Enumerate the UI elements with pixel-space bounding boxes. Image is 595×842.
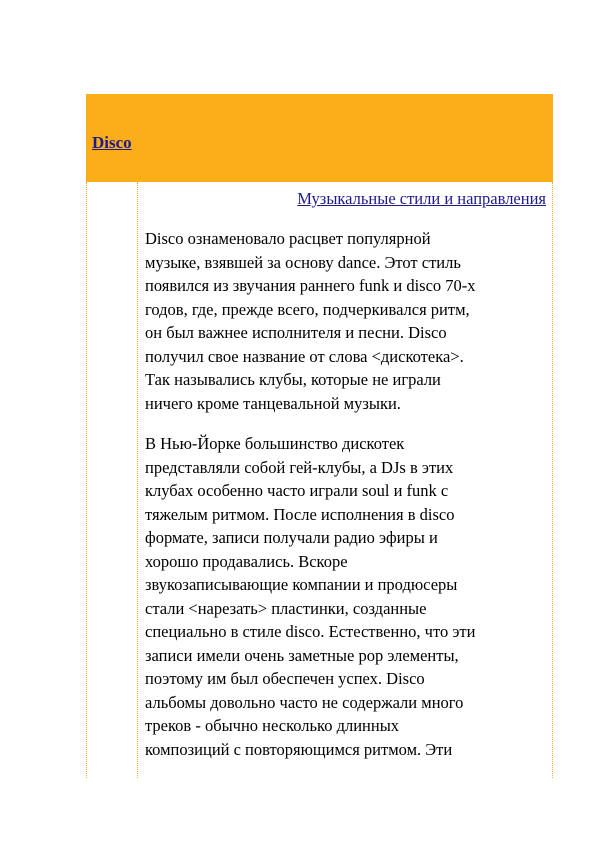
disco-nav-link[interactable]: Disco <box>92 133 132 152</box>
text-line: появился из звучания раннего funk и disco 70-х <box>145 276 476 295</box>
text-line: хорошо продавались. Вскоре <box>145 551 348 571</box>
text-line: формате, записи получали радио эфиры и <box>145 528 438 547</box>
text-line: записи имели очень заметные pop элементы, <box>145 645 459 665</box>
music-styles-link[interactable]: Музыкальные стили и направления <box>297 189 546 208</box>
text-line: специально в стиле disco. Естественно, что эти <box>145 622 476 641</box>
text-line: ничего кроме танцевальной музыки. <box>145 393 401 413</box>
text-line: получил свое название от слова <дискотека>. <box>145 346 464 366</box>
text-line: тяжелым ритмом. После исполнения в disco <box>145 504 455 524</box>
left-table-cell <box>86 182 138 778</box>
text-line: Disco ознаменовало расцвет популярной <box>145 229 431 248</box>
text-line: представляли собой гей-клубы, а DJs в этих <box>145 457 454 477</box>
text-line: клубах особенно часто играли soul и funk с <box>145 481 449 500</box>
content-table-cell <box>140 182 553 778</box>
text-line: поэтому им был обеспечен успех. Disco <box>145 669 425 688</box>
text-line: композиций с повторяющимся ритмом. Эти <box>145 739 453 759</box>
article-paragraph-2 <box>145 432 545 761</box>
text-line: стали <нарезать> пластинки, созданные <box>145 598 427 618</box>
header-bar <box>86 94 553 182</box>
article-paragraph-1 <box>145 227 545 415</box>
text-line: музыке, взявшей за основу dance. Этот стиль <box>145 252 461 272</box>
text-line: годов, где, прежде всего, подчеркивался ритм, <box>145 299 470 319</box>
text-line: Так назывались клубы, которые не играли <box>145 370 441 389</box>
text-line: треков - обычно несколько длинных <box>145 716 400 735</box>
text-line: В Нью-Йорке большинство дискотек <box>145 434 405 453</box>
text-line: альбомы довольно часто не содержали много <box>145 692 464 712</box>
text-line: он был важнее исполнителя и песни. Disco <box>145 323 447 342</box>
text-line: звукозаписывающие компании и продюсеры <box>145 575 458 594</box>
